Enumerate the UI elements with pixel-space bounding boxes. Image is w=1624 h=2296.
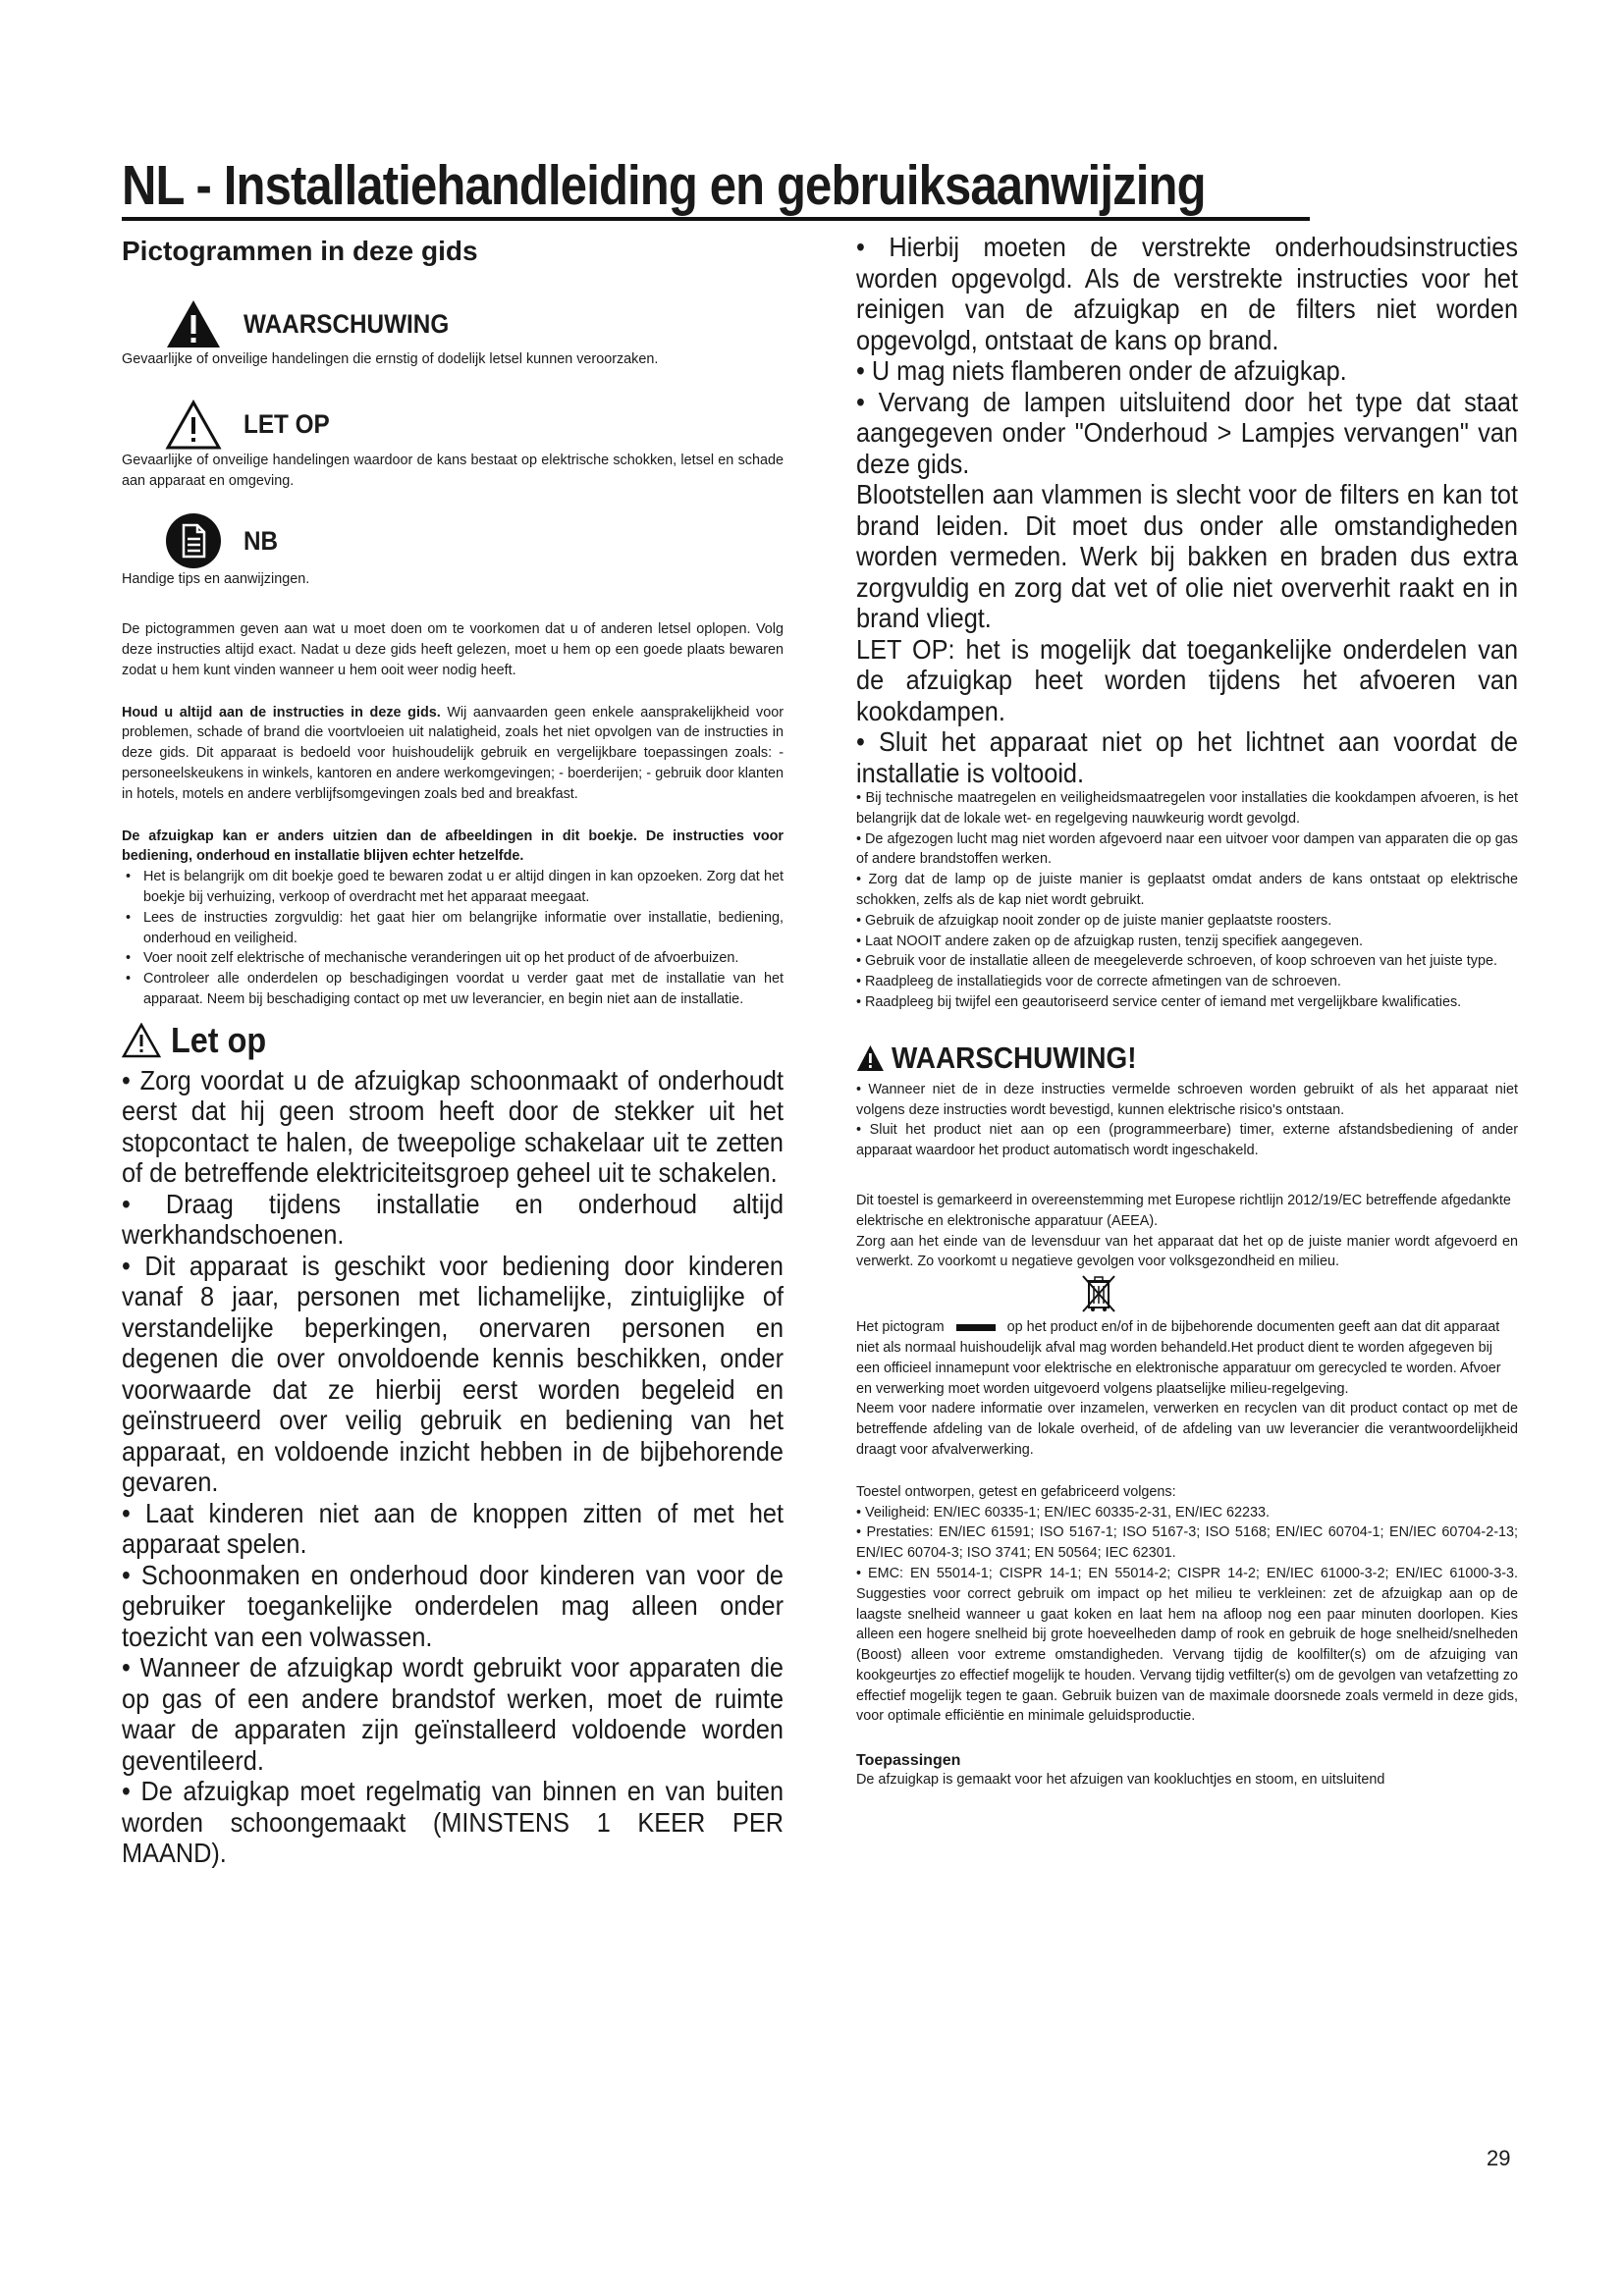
list-item: • Schoonmaken en onderhoud door kinderen van voor de gebruiker toegankelijke onderdelen mag alleen onder toezicht van een volwassen. xyxy=(122,1559,785,1652)
list-item: • De afgezogen lucht mag niet worden afgevoerd naar een uitvoer voor dampen van apparaten die op gas of andere brandstoffen werken. xyxy=(856,830,1518,868)
page-title: NL - Installatiehandleiding en gebruiksaanwijzing xyxy=(122,154,1206,217)
caution-outline-icon xyxy=(165,400,222,451)
list-item: • Gebruik voor de installatie alleen de meegeleverde schroeven, of koop schroeven van het juiste type. xyxy=(856,953,1498,970)
list-item: • Sluit het apparaat niet op het lichtnet aan voordat de installatie is voltooid. xyxy=(856,726,1519,788)
list-item: • EMC: EN 55014-1; CISPR 14-1; EN 55014-2; CISPR 14-2; EN/IEC 61000-3-2; EN/IEC 61000-3-3. Suggesties voor correct gebruik om impact op het milieu te verkleinen: zet de afzuigkap aan op de laagste snelheid wanneer u gaat koken en laat hem na afloop nog een paar minuten doorlopen. Kies alleen een hogere snelheid bij grote hoeveelheden damp of rook en gebruik de hoge snelheid/snelheden (Boost) alleen voor extreme omstandigheden. Vervang tijdig de koolfilter(s) om de afzuiging van kookgeurtjes zo effectief mogelijk te houden. Vervang tijdig vetfilter(s) om de gevolgen van vetafzetting zo effectief mogelijk tegen te gaan. Gebruik buizen van de maximale doorsnede zoals vermeld in deze gids, voor optimale efficiëntie en minimale geluidsproductie. xyxy=(856,1565,1518,1725)
caution-legend xyxy=(165,400,784,451)
weee-bar-icon xyxy=(956,1324,996,1331)
warning-heading-row xyxy=(856,1041,1452,1076)
liability-text: Wij aanvaarden geen enkele aansprakelijkheid voor problemen, schade of brand die voortvloeien uit nalatigheid, zoals het niet opvolgen van de instructies in deze gids. Dit apparaat is bedoeld voor huishoudelijk gebruik en vergelijkbare toepassingen zoals: - personeelskeukens in winkels, kantoren en andere werkomgevingen; - boerderijen; - gebruik door klanten in hotels, motels en andere verblijfsomgevingen zoals bed and breakfast. xyxy=(122,704,784,802)
crossed-bin-icon xyxy=(1079,1272,1118,1315)
list-item: • Laat NOOIT andere zaken op de afzuigkap rusten, tenzij specifiek aangegeven. xyxy=(856,933,1363,949)
note-document-icon xyxy=(165,512,222,569)
caution-description: Gevaarlijke of onveilige handelingen waardoor de kans bestaat op elektrische schokken, letsel en schade aan apparaat en omgeving. xyxy=(122,452,784,489)
note-label: NB xyxy=(244,525,279,556)
list-item: • Zorg dat de lamp op de juiste manier is geplaatst omdat anders de kans ontstaat op elektrische schokken, zelfs als de kap niet wordt gebruikt. xyxy=(856,872,1518,908)
list-item: • Sluit het product niet aan op een (programmeerbare) timer, externe afstandsbediening of ander apparaat waardoor het product automatisch wordt ingeschakeld. xyxy=(856,1122,1518,1159)
applications-text: De afzuigkap is gemaakt voor het afzuigen van kookluchtjes en stoom, en uitsluitend xyxy=(856,1772,1385,1789)
list-item: • Vervang de lampen uitsluitend door het type dat staat aangegeven onder "Onderhoud > Lampjes vervangen" van deze gids. xyxy=(856,386,1519,479)
list-item: • Wanneer niet de in deze instructies vermelde schroeven worden gebruikt of als het apparaat niet volgens deze instructies wordt bevestigd, kunnen elektrische risico's ontstaan. xyxy=(856,1081,1518,1118)
note-legend xyxy=(165,512,784,569)
appearance-note: De afzuigkap kan er anders uitzien dan de afbeeldingen in dit boekje. De instructies voor bediening, onderhoud en installatie blijven echter hetzelfde. xyxy=(122,828,784,865)
standards-list xyxy=(856,1503,1518,1728)
list-item: • Bij technische maatregelen en veiligheidsmaatregelen voor installaties die kookdampen afvoeren, is het belangrijk dat de lokale wet- en regelgeving nauwkeurig wordt gevolgd. xyxy=(856,790,1518,827)
warning-heading: WAARSCHUWING! xyxy=(892,1040,1137,1075)
safety-list xyxy=(856,788,1518,1013)
weee-directive: Dit toestel is gemarkeerd in overeenstemming met Europese richtlijn 2012/19/EC betreffende afgedankte elektrische en elektronische apparatuur (AEEA). xyxy=(856,1192,1511,1229)
applications-heading: Toepassingen xyxy=(856,1752,961,1770)
pictograms-heading: Pictogrammen in deze gids xyxy=(122,236,478,266)
weee-contact: Neem voor nadere informatie over inzamelen, verwerken en recyclen van dit product contact op met de betreffende afdeling van de lokale overheid, of de afdeling van uw leverancier die verantwoordelijkheid draagt voor afvalverwerking. xyxy=(856,1401,1518,1458)
list-item: • Hierbij moeten de verstrekte onderhoudsinstructies worden opgevolgd. Als de verstrekte instructies voor het reinigen van de afzuigkap en de filters niet worden opgevolgd, ontstaat de kans op brand. xyxy=(856,232,1519,355)
title-underline xyxy=(122,217,1310,221)
warning-filled-icon xyxy=(856,1044,885,1072)
note-description: Handige tips en aanwijzingen. xyxy=(122,571,310,588)
letop-list xyxy=(122,1065,784,1869)
warning-description: Gevaarlijke of onveilige handelingen die ernstig of dodelijk letsel kunnen veroorzaken. xyxy=(122,351,659,367)
list-item: • Het is belangrijk om dit boekje goed te bewaren zodat u er altijd dingen in kan opzoeken. Zorg dat het boekje bij verhuizing, verkoop of overdracht met het apparaat meegaat. xyxy=(122,867,784,908)
list-item: • Zorg voordat u de afzuigkap schoonmaakt of onderhoudt eerst dat hij geen stroom heeft door de stekker uit het stopcontact te halen, de tweepolige schakelaar uit te zetten of de betreffende elektriciteitsgroep geheel uit te schakelen. xyxy=(122,1064,785,1189)
letop-heading-row xyxy=(122,1020,784,1061)
list-item: • U mag niets flamberen onder de afzuigkap. xyxy=(856,355,1347,386)
standards-intro: Toestel ontworpen, getest en gefabriceerd volgens: xyxy=(856,1483,1176,1500)
list-item: • Veiligheid: EN/IEC 60335-1; EN/IEC 60335-2-31, EN/IEC 62233. xyxy=(856,1504,1271,1521)
liability-bold: Houd u altijd aan de instructies in deze gids. xyxy=(122,704,441,721)
list-item: • Raadpleeg de installatiegids voor de correcte afmetingen van de schroeven. xyxy=(856,974,1341,990)
maintenance-list xyxy=(856,232,1518,788)
warning-list xyxy=(856,1080,1518,1161)
list-item: LET OP: het is mogelijk dat toegankelijke onderdelen van de afzuigkap heet worden tijdens het afvoeren van kookdampen. xyxy=(856,633,1519,726)
pictogram-paragraph xyxy=(856,1317,1518,1399)
list-item: • Lees de instructies zorgvuldig: het gaat hier om belangrijke informatie over installatie, bediening, onderhoud en veiligheid. xyxy=(122,908,784,949)
left-column xyxy=(122,236,784,1869)
list-item: • Laat kinderen niet aan de knoppen zitten of met het apparaat spelen. xyxy=(122,1497,785,1560)
list-item: • Dit apparaat is geschikt voor bediening door kinderen vanaf 8 jaar, personen met lichamelijke, zintuiglijke of verstandelijke beperkingen, onervaren personen en degenen die over onvoldoende kennis beschikken, onder voorwaarde dat ze hierbij eerst worden begeleid en geïnstrueerd over veilig gebruik en bediening van het apparaat, en voldoende inzicht hebben in de bijbehorende gevaren. xyxy=(122,1250,785,1498)
pictogram-post-text: op het product en/of in de bijbehorende documenten geeft aan dat dit apparaat niet als normaal huishoudelijk afval mag worden behandeld.Het product dient te worden afgegeven bij een officieel innamepunt voor elektrische en elektronische apparatuur om gerecycled te worden. Afvoer en verwerking moet worden uitgevoerd volgens plaatselijke milieu-regelgeving. xyxy=(856,1319,1501,1397)
list-item: • De afzuigkap moet regelmatig van binnen en van buiten worden schoongemaakt (MINSTENS 1 KEER PER MAAND). xyxy=(122,1776,785,1869)
list-item: • Prestaties: EN/IEC 61591; ISO 5167-1; ISO 5167-3; ISO 5168; EN/IEC 60704-1; EN/IEC 60704-2-13; EN/IEC 60704-3; ISO 3741; EN 50564; IEC 62301. xyxy=(856,1524,1518,1562)
warning-filled-icon xyxy=(165,298,222,349)
list-item: • Gebruik de afzuigkap nooit zonder op de juiste manier geplaatste roosters. xyxy=(856,912,1332,929)
list-item: • Controleer alle onderdelen op beschadigingen voordat u verder gaat met de installatie van het apparaat. Neem bij beschadiging contact op met uw leverancier, en begin niet aan de installatie. xyxy=(122,969,784,1010)
weee-bin-wrap xyxy=(679,1272,1518,1315)
caution-label: LET OP xyxy=(244,409,330,440)
liability-paragraph xyxy=(122,703,784,805)
page-number: 29 xyxy=(1487,2146,1511,2170)
list-item: • Draag tijdens installatie en onderhoud altijd werkhandschoenen. xyxy=(122,1188,785,1251)
list-item: • Voer nooit zelf elektrische of mechanische veranderingen uit op het product of de afvoerbuizen. xyxy=(122,948,784,969)
right-column xyxy=(856,232,1518,1790)
list-item: • Wanneer de afzuigkap wordt gebruikt voor apparaten die op gas of een andere brandstof werken, moet de ruimte waar de apparaten zijn geïnstalleerd voldoende worden geventileerd. xyxy=(122,1652,785,1776)
left-bullet-list xyxy=(122,867,784,1010)
warning-label: WAARSCHUWING xyxy=(244,308,450,339)
intro-paragraph: De pictogrammen geven aan wat u moet doen om te voorkomen dat u of anderen letsel oplopen. Volg deze instructies altijd exact. Nadat u deze gids heeft gelezen, moet u hem op een goede plaats bewaren zodat u hem kunt vinden wanneer u hem ooit weer nodig heeft. xyxy=(122,621,784,678)
pictogram-pre-text: Het pictogram xyxy=(856,1319,945,1336)
weee-disposal: Zorg aan het einde van de levensduur van het apparaat dat het op de juiste manier wordt afgevoerd en verwerkt. Zo voorkomt u negatieve gevolgen voor volksgezondheid en milieu. xyxy=(856,1233,1518,1270)
list-item: • Raadpleeg bij twijfel een geautoriseerd service center of iemand met vergelijkbare kwalificaties. xyxy=(856,993,1462,1010)
warning-legend xyxy=(165,298,784,349)
caution-outline-icon xyxy=(122,1023,161,1058)
list-item: Blootstellen aan vlammen is slecht voor de filters en kan tot brand leiden. Dit moet dus onder alle omstandigheden worden vermeden. Werk bij bakken en braden dus extra zorgvuldig en zorg dat vet of olie niet oververhit raakt en in brand vliegt. xyxy=(856,479,1519,633)
letop-heading: Let op xyxy=(171,1019,267,1060)
